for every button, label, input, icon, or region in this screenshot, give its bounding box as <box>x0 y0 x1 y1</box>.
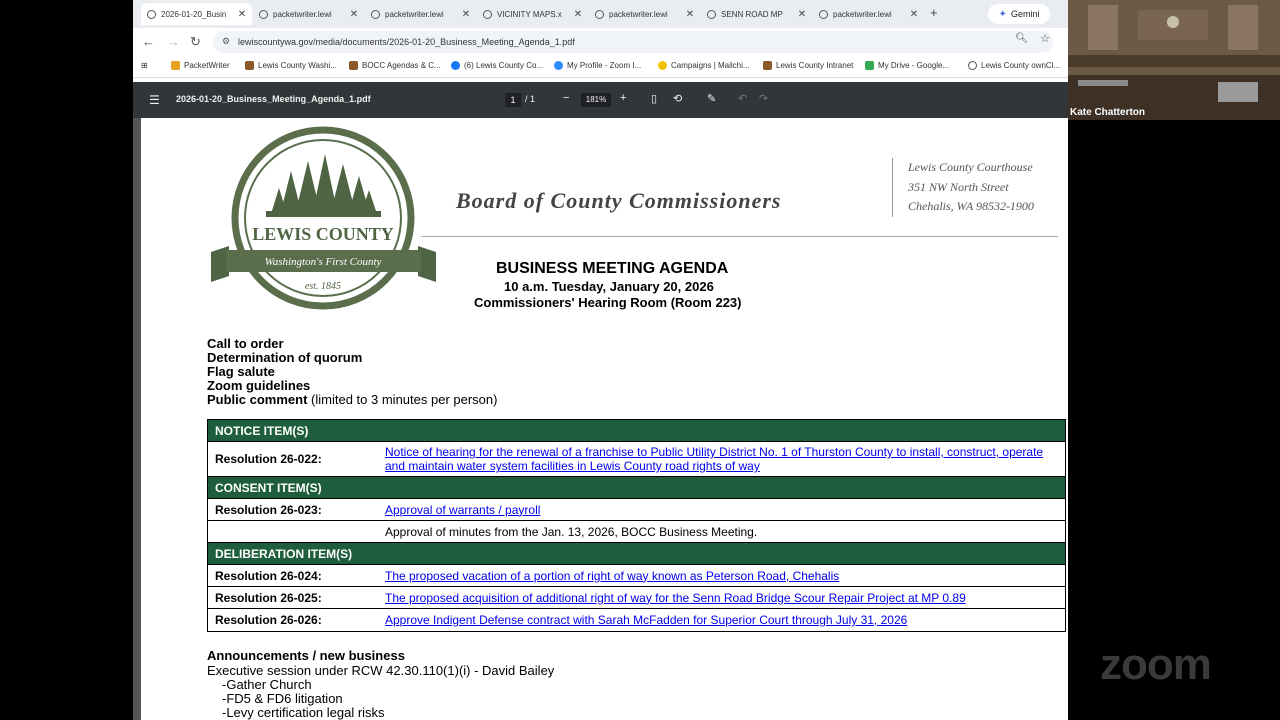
zoom-logo-icon <box>554 61 563 70</box>
zoom-icon[interactable]: 🔍︎ <box>1015 33 1028 44</box>
table-row <box>208 499 1065 521</box>
table-row <box>208 609 1065 631</box>
mailchimp-icon <box>658 61 667 70</box>
bookmark-label: Campaigns | Mailchi... <box>671 61 750 70</box>
bookmark-label: Lewis County Intranet <box>776 61 854 70</box>
bookmark-item[interactable] <box>349 61 441 70</box>
seal-motto: Washington's First County <box>264 256 382 268</box>
agenda-title: BUSINESS MEETING AGENDA <box>496 260 729 277</box>
agenda-location: Commissioners' Hearing Room (Room 223) <box>474 295 742 310</box>
pdf-page <box>141 118 1068 720</box>
pdf-toolbar <box>133 82 1068 118</box>
executive-item: -Gather Church <box>222 677 312 692</box>
courthouse-address <box>892 158 1034 217</box>
zoom-participant-name: Kate Chatterton <box>1070 107 1146 118</box>
bookmark-star-icon[interactable]: ☆ <box>1040 33 1050 45</box>
notice-section-header: NOTICE ITEM(S) <box>208 420 1065 442</box>
tab-label: 2026-01-20_Busin <box>161 9 227 19</box>
rotate-icon[interactable]: ⟲ <box>673 93 683 105</box>
bookmark-item[interactable] <box>451 61 543 70</box>
tab-label: VICINITY MAPS.x <box>497 9 562 19</box>
globe-icon <box>968 61 977 70</box>
bookmarks-bar <box>133 56 1068 78</box>
site-info-icon[interactable]: ⚙ <box>222 36 231 46</box>
opening-item: Determination of quorum <box>207 350 363 365</box>
bookmark-label: (6) Lewis County Co... <box>464 61 544 70</box>
resolution-number: Resolution 26-022: <box>215 452 322 466</box>
globe-icon <box>259 10 268 19</box>
close-icon[interactable]: ✕ <box>237 8 247 20</box>
table-row <box>208 587 1065 609</box>
bookmark-icon <box>171 61 180 70</box>
address-line: Lewis County Courthouse <box>908 160 1033 174</box>
public-comment <box>207 392 497 407</box>
forward-icon[interactable]: → <box>167 34 180 49</box>
resolution-number: Resolution 26-024: <box>215 568 322 583</box>
address-line: Chehalis, WA 98532-1900 <box>908 199 1034 213</box>
tab-agenda-pdf[interactable] <box>141 3 252 25</box>
google-drive-icon <box>865 61 874 70</box>
opening-item: Zoom guidelines <box>207 378 311 393</box>
bookmark-item[interactable] <box>171 61 230 70</box>
undo-icon[interactable]: ↶ <box>738 93 748 105</box>
annotate-icon[interactable]: ✎ <box>707 93 717 105</box>
zoom-out-icon[interactable]: − <box>563 92 570 104</box>
resolution-link[interactable]: The proposed acquisition of additional right of way for the Senn Road Bridge Scour Repair Project at MP 0.89 <box>385 590 966 605</box>
opening-item: Call to order <box>207 336 284 351</box>
header-divider <box>421 236 1058 237</box>
lewis-county-seal <box>211 126 436 316</box>
close-icon[interactable]: ✕ <box>797 8 807 20</box>
zoom-watermark: zoom <box>1100 640 1211 689</box>
bookmark-item[interactable] <box>658 61 750 70</box>
tab-label: packetwriter.lewi <box>273 9 332 19</box>
minutes-approval: Approval of minutes from the Jan. 13, 2026, BOCC Business Meeting. <box>385 524 758 539</box>
address-bar[interactable] <box>213 31 1053 53</box>
tab-senn-road[interactable] <box>701 3 812 25</box>
globe-icon <box>819 10 828 19</box>
tab-label: packetwriter.lewi <box>609 9 668 19</box>
pdf-filename: 2026-01-20_Business_Meeting_Agenda_1.pdf <box>176 94 371 104</box>
resolution-number: Resolution 26-026: <box>215 613 322 627</box>
tab-label: packetwriter.lewi <box>833 9 892 19</box>
close-icon[interactable]: ✕ <box>349 8 359 20</box>
gemini-label: Gemini <box>1010 9 1040 19</box>
table-row <box>208 442 1065 477</box>
resolution-link[interactable]: The proposed vacation of a portion of right of way known as Peterson Road, Chehalis <box>385 568 840 583</box>
resolution-number: Resolution 26-023: <box>215 502 322 517</box>
fit-page-icon[interactable]: ▯ <box>651 93 658 105</box>
facebook-icon <box>451 61 460 70</box>
tab-label: packetwriter.lewi <box>385 9 444 19</box>
resolution-link[interactable]: Approval of warrants / payroll <box>385 502 541 517</box>
executive-item: -Levy certification legal risks <box>222 705 385 720</box>
deliberation-section-header: DELIBERATION ITEM(S) <box>208 543 1065 565</box>
tab-vicinity-maps[interactable] <box>477 3 588 25</box>
bookmark-label: My Profile - Zoom I... <box>567 61 642 70</box>
url-text: lewiscountywa.gov/media/documents/2026-01-20_Business_Meeting_Agenda_1.pdf <box>238 37 575 47</box>
executive-session: Executive session under RCW 42.30.110(1)(i) - David Bailey <box>207 663 555 678</box>
redo-icon[interactable]: ↷ <box>759 93 769 105</box>
resolution-link[interactable]: Notice of hearing for the renewal of a franchise to Public Utility District No. 1 of Thurston County to install, construct, operate and maintain water system facilities in Lewis County road rights of way <box>385 445 1044 473</box>
new-tab-button[interactable]: + <box>930 5 938 20</box>
bookmark-icon <box>245 61 254 70</box>
globe-icon <box>147 10 156 19</box>
pdf-viewport[interactable] <box>133 118 1068 720</box>
page-total: / 1 <box>525 94 536 104</box>
globe-icon <box>483 10 492 19</box>
globe-icon <box>595 10 604 19</box>
browser-window <box>133 0 1068 720</box>
back-icon[interactable]: ← <box>142 34 155 49</box>
address-line: 351 NW North Street <box>908 179 1009 194</box>
reload-icon[interactable]: ↻ <box>190 34 201 49</box>
bookmark-item[interactable] <box>554 61 641 70</box>
zoom-in-icon[interactable]: + <box>620 92 627 104</box>
close-icon[interactable]: ✕ <box>685 8 695 20</box>
tab-packetwriter[interactable] <box>589 3 700 25</box>
tab-packetwriter[interactable] <box>365 3 476 25</box>
tab-packetwriter[interactable] <box>253 3 364 25</box>
tab-label: SENN ROAD MP <box>721 9 783 19</box>
bookmark-icon <box>349 61 358 70</box>
public-comment-note: (limited to 3 minutes per person) <box>311 392 498 407</box>
agenda-table <box>207 419 1066 632</box>
table-row <box>208 521 1065 543</box>
close-icon[interactable]: ✕ <box>909 8 919 20</box>
seal-county-name: LEWIS COUNTY <box>252 224 394 244</box>
bookmark-label: Lewis County ownCl... <box>981 61 1061 70</box>
tab-packetwriter[interactable] <box>813 3 924 25</box>
sparkle-icon: ✦ <box>998 8 1007 20</box>
bookmark-label: PacketWriter <box>184 61 230 70</box>
bookmark-item[interactable] <box>968 61 1060 70</box>
tab-strip <box>133 0 1068 28</box>
bookmark-item[interactable] <box>865 61 949 70</box>
table-row <box>208 565 1065 587</box>
bookmark-item[interactable] <box>763 61 853 70</box>
apps-icon[interactable]: ⊞ <box>141 61 148 70</box>
bookmark-label: Lewis County Washi... <box>258 61 337 70</box>
bookmark-label: BOCC Agendas & C... <box>362 61 441 70</box>
resolution-link[interactable]: Approve Indigent Defense contract with Sarah McFadden for Superior Court through July 31, 2026 <box>385 613 908 627</box>
close-icon[interactable]: ✕ <box>573 8 583 20</box>
consent-section-header: CONSENT ITEM(S) <box>208 477 1065 499</box>
close-icon[interactable]: ✕ <box>461 8 471 20</box>
menu-icon[interactable]: ☰ <box>149 93 160 107</box>
bookmark-label: My Drive - Google... <box>878 61 950 70</box>
gemini-button[interactable] <box>988 4 1050 24</box>
executive-item: -FD5 & FD6 litigation <box>222 691 343 706</box>
public-comment-label: Public comment <box>207 392 308 407</box>
bookmark-item[interactable] <box>245 61 337 70</box>
seal-established: est. 1845 <box>304 281 342 292</box>
globe-icon <box>707 10 716 19</box>
opening-item: Flag salute <box>207 364 275 379</box>
browser-toolbar <box>133 28 1068 56</box>
bookmark-icon <box>763 61 772 70</box>
agenda-time: 10 a.m. Tuesday, January 20, 2026 <box>504 279 714 294</box>
zoom-level-input[interactable]: 181% <box>581 93 611 107</box>
resolution-number: Resolution 26-025: <box>215 590 322 605</box>
globe-icon <box>371 10 380 19</box>
page-number-input[interactable]: 1 <box>505 93 521 107</box>
zoom-participant-video[interactable] <box>1068 0 1280 120</box>
announcements-heading: Announcements / new business <box>207 648 405 663</box>
board-title: Board of County Commissioners <box>456 188 782 213</box>
